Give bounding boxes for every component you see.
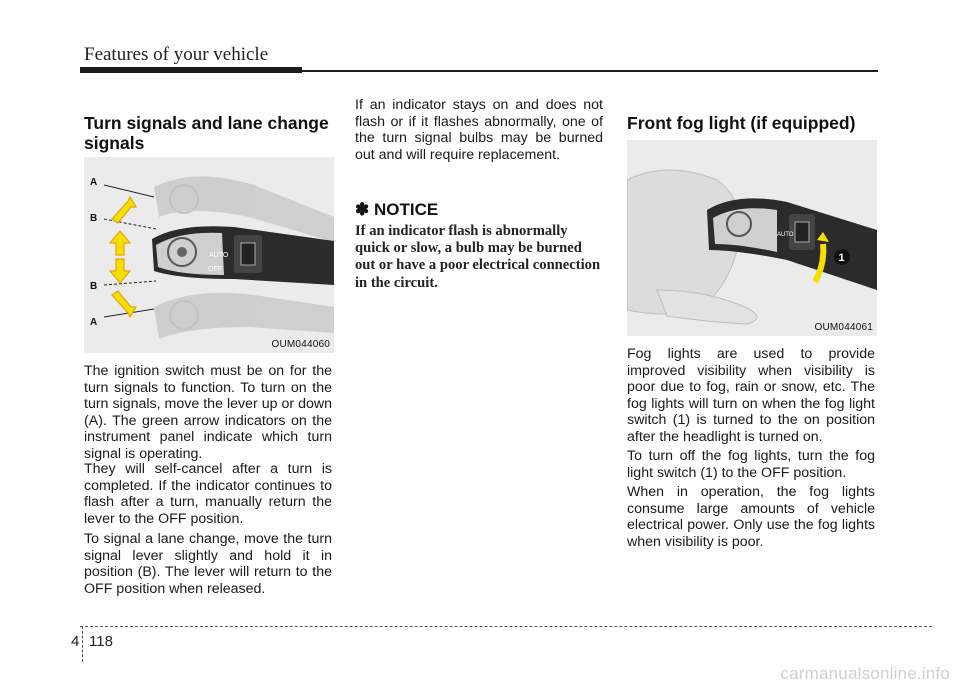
footer-vertical-rule <box>82 626 83 662</box>
lever-text-auto: AUTO <box>209 252 229 259</box>
fog-lever-text-auto: AUTO <box>777 232 794 238</box>
page-number: 118 <box>89 633 113 650</box>
figure-label-b-top: B <box>90 213 98 224</box>
lever-text-off: OFF <box>208 266 222 273</box>
fog-light-paragraph-2: To turn off the fog lights, turn the fog light switch (1) to the OFF position. <box>627 448 875 481</box>
section-heading-fog-light: Front fog light (if equipped) <box>627 113 856 133</box>
figure-turn-signal-lever <box>84 157 334 353</box>
watermark: carmanualsonline.info <box>780 664 950 683</box>
turn-signal-paragraph-2: They will self-cancel after a turn is completed. If the indicator continues to flash after a turn, manually return the lever to the OFF position. <box>84 461 332 527</box>
fog-light-switch-illustration <box>627 140 877 336</box>
page-header-title: Features of your vehicle <box>84 44 269 65</box>
chapter-number: 4 <box>71 633 80 650</box>
fog-light-paragraph-1: Fog lights are used to provide improved visibility when visibility is poor due to fog, rain or snow, etc. The fog lights will turn on when the fog light switch (1) is turned to the on position after the headlight is turned on. <box>627 346 875 445</box>
figure-label-b-bottom: B <box>90 281 98 292</box>
notice-body: If an indicator flash is abnormally quick or slow, a bulb may be burned out or have a poor electrical connection in the circuit. <box>355 223 601 291</box>
section-heading-turn-signals: Turn signals and lane change signals <box>84 113 329 153</box>
figure-label-a-top: A <box>90 177 98 188</box>
turn-signal-lever-illustration <box>84 157 334 353</box>
figure-label-a-bottom: A <box>90 317 98 328</box>
header-rule-thick <box>80 67 302 73</box>
footer-rule <box>80 626 932 627</box>
figure-code-turn-signal: OUM044060 <box>271 339 330 350</box>
notice-title: ✽ NOTICE <box>355 200 439 219</box>
turn-signal-paragraph-1: The ignition switch must be on for the turn signals to function. To turn on the turn signals, move the lever up or down (A). The green arrow indicators on the instrument panel indicate which turn signal is operating. <box>84 363 332 462</box>
callout-number: 1 <box>838 252 845 264</box>
header-rule-thin <box>302 70 878 72</box>
figure-code-fog-light: OUM044061 <box>814 322 873 333</box>
fog-light-paragraph-3: When in operation, the fog lights consume large amounts of vehicle electrical power. Only use the fog lights when visibility is poor. <box>627 484 875 550</box>
indicator-paragraph: If an indicator stays on and does not flash or if it flashes abnormally, one of the turn signal bulbs may be burned out and will require replacement. <box>355 97 603 163</box>
turn-signal-paragraph-3: To signal a lane change, move the turn signal lever slightly and hold it in position (B). The lever will return to the OFF position when released. <box>84 531 332 597</box>
figure-fog-light-switch <box>627 140 877 336</box>
